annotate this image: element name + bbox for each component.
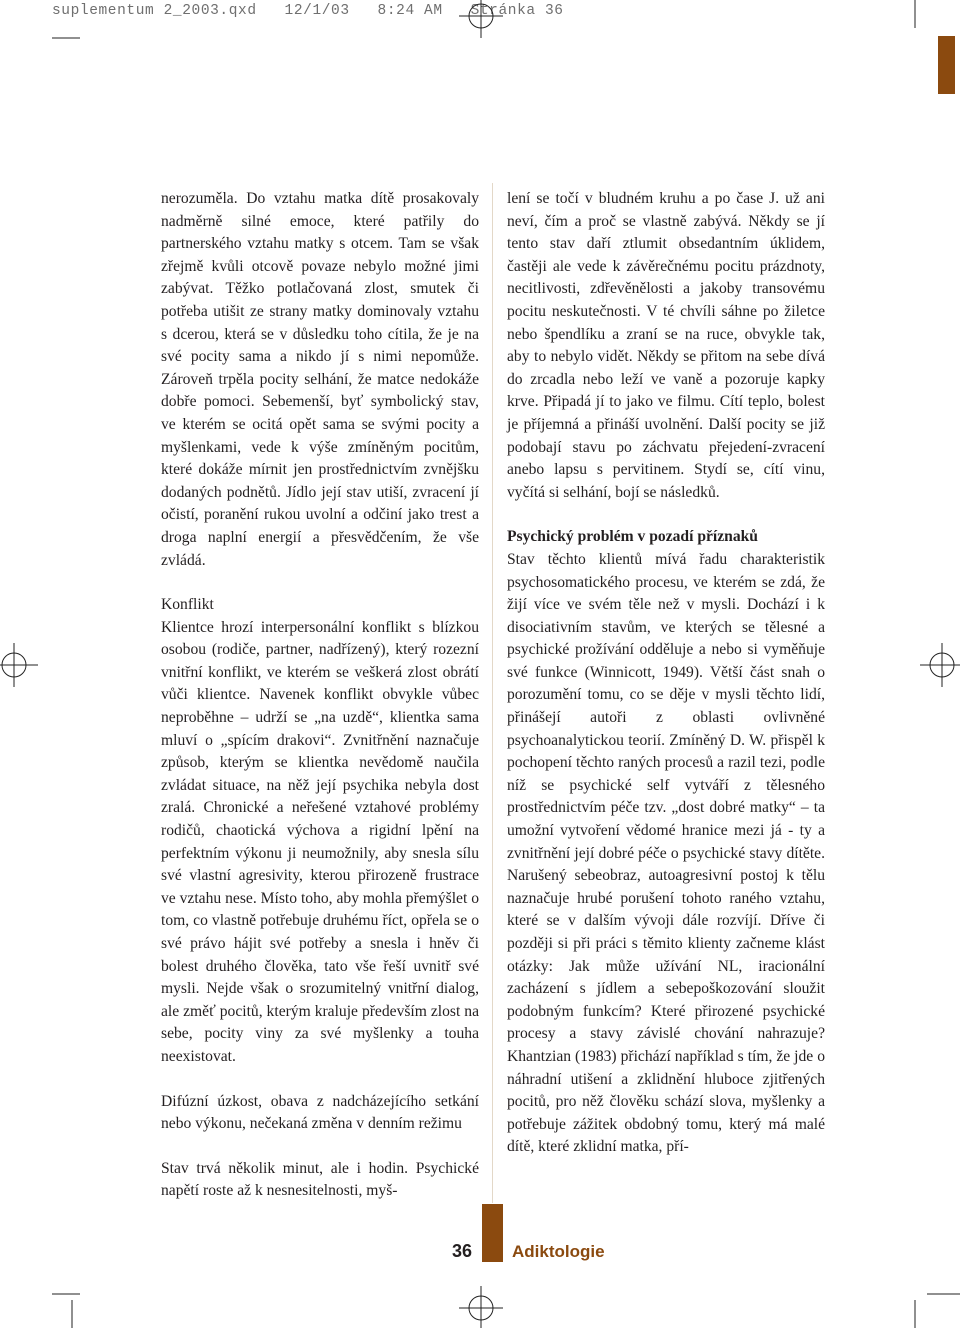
column-divider (492, 183, 493, 1203)
slug-line: suplementum 2_2003.qxd 12/1/03 8:24 AM Stránka 36 (52, 3, 564, 19)
accent-bar-bottom (482, 1204, 503, 1262)
registration-mark-left (0, 640, 54, 690)
body-paragraph: Stav trvá několik minut, ale i hodin. Psychické napětí roste až k nesnesitelnosti, myš- (161, 1159, 479, 1200)
section-heading-konflikt: Konflikt (161, 596, 214, 614)
crop-mark-bottom-right (905, 1290, 960, 1328)
body-paragraph: Stav těchto klientů mívá řadu charakteristik psychosomatického procesu, ve kterém se zdá, že žijí více ve svém těle než v mysli. Dochází i k disociativním stavům, ve kterých se tělesné a psychické prožívání odděluje a nebo si vyměňuje své funkce (Winnicott, 1949). Větší část snah o porozumění tomu, co se děje v mysli těchto lidí, přinášejí autoři z oblasti ovlivněné psychoanalytickou teorií. Zmíněný D. W. přispěl k pochopení těchto raných procesů a razil tezi, podle níž se psychické self vytváří z tělesného prostřednictvím péče tzv. „dost dobré matky“ – ta umožní vytvoření vědomé hranice mezi já - ty a zvnitřnění její dobré péče o psychické stavy dítěte. Narušený sebeobraz, autoagresivní postoj k tělu naznačuje hrubé porušení tohoto raného vztahu, které se v dalším vývoji dále rozvíjí. Dříve či později si při práci s těmito klienty začneme klást otázky: Jak může užívání NL, iracionální zacházení s jídlem a sebepoškozování sloužit podobným funkcím? Které přirozené psychické procesy a stavy závislé chování nahrazuje? Khantzian (1983) přichází například s tím, že jde o náhradní utišení a zklidnění hluboce zjitřených pocitů, pro něž člověku schází slova, myšlenky a potřebuje zážitek obdobný tomu, který má malé dítě, které zklidní matka, pří- (507, 550, 825, 1156)
body-paragraph: nerozuměla. Do vztahu matka dítě prosakovaly nadměrně silné emoce, které patřily do partnerského vztahu matky s otcem. Tam se však zřejmě kvůli otcově povaze nebylo možné jimi zabývat. Těžko potlačovaná zlost, smutek či potřeba utišit ze strany matky dominovaly vztahu s dcerou, která se v důsledku toho cítila, že je na své pocity sama a nikdo jí s nimi nepomůže. Zároveň trpěla pocity selhání, že matce nedokáže dobře pomoci. Sebemenší, byť symbolický stav, ve kterém se ocitá opět sama se svými pocity a myšlenkami, vede k výše zmíněným pocitům, které dokáže mírnit jen prostřednictvím zvnějšku dodaných podnětů. Jídlo její stav utiší, zvracení jí očistí, poranění rukou uvolní a odčiní jako trest a droga naplní energií a přesvědčením, že vše zvládá. (161, 190, 479, 569)
page-number: 36 (451, 1241, 472, 1261)
section-heading-psychicky-problem: Psychický problém v pozadí příznaků (507, 528, 758, 546)
body-paragraph: Klientce hrozí interpersonální konflikt s blízkou osobou (rodiče, partner, nadřízený), který rozezní vnitřní konflikt, ve kterém se veškerá zlost obrátí vůči klientce. Navenek konflikt obvykle vůbec neproběhne – udrží se „na uzdě“, klientka sama mluví o „spícím drakovi“. Zvnitřnění naznačuje způsob, kterým se klientka nevědomě naučila zvládat situace, na něž její psychika nebyla dost zralá. Chronické a neřešené vztahové problémy rodičů, chaotická výchova a rigidní lpění na perfektním výkonu ji neumožnily, aby snesla sílu své vlastní agresivity, kterou přirozeně frustrace ve vztahu nese. Místo toho, aby mohla přemýšlet o tom, co vlastně potřebuje druhému říct, opřela se o své právo hájit své potřeby a snesla i hněv či bolest druhého člověka, tato vše řeší uvnitř své mysli. Nejde však o srozumitelný vnitřní dialog, ale změť pocitů, kterým kraluje především zlost na sebe, pocity viny za své myšlenky a touha neexistovat. (161, 618, 479, 1065)
left-column (161, 188, 479, 1203)
crop-mark-top-left (52, 0, 82, 40)
right-column (507, 188, 825, 1159)
registration-mark-bottom (456, 1282, 506, 1328)
accent-bar-right (938, 36, 955, 94)
body-paragraph: lení se točí v bludném kruhu a po čase J. už ani neví, čím a proč se vlastně zabývá. Někdy se jí tento stav daří ztlumit obsedantním úklidem, častěji ale vede k závěrečnému pocitu prázdnoty, necitlivosti, zdřevěnělosti a jakoby transovému pocitu neskutečnosti. V té chvíli sáhne po žiletce nebo špendlíku a zraní se na ruce, obvykle tak, aby to nebylo vidět. Někdy se přitom na sebe dívá do zrcadla nebo leží ve vaně a pozoruje kapky krve. Připadá jí to jako ve filmu. Cítí teplo, bolest je příjemná a přináší uvolnění. Další pocity se již podobají stavu po záchvatu přejedení-zvracení anebo lapsu s pervitinem. Stydí se, cítí vinu, vyčítá si selhání, bojí se následků. (507, 190, 825, 501)
registration-mark-right (918, 640, 960, 690)
journal-title: Adiktologie (512, 1242, 605, 1261)
crop-mark-top-right (905, 0, 935, 40)
section-heading-difuzni-uzkost: Difúzní úzkost, obava z nadcházejícího setkání nebo výkonu, nečekaná změna v denním režimu (161, 1092, 479, 1133)
crop-mark-bottom-left (52, 1290, 82, 1328)
registration-mark-top (456, 0, 506, 46)
